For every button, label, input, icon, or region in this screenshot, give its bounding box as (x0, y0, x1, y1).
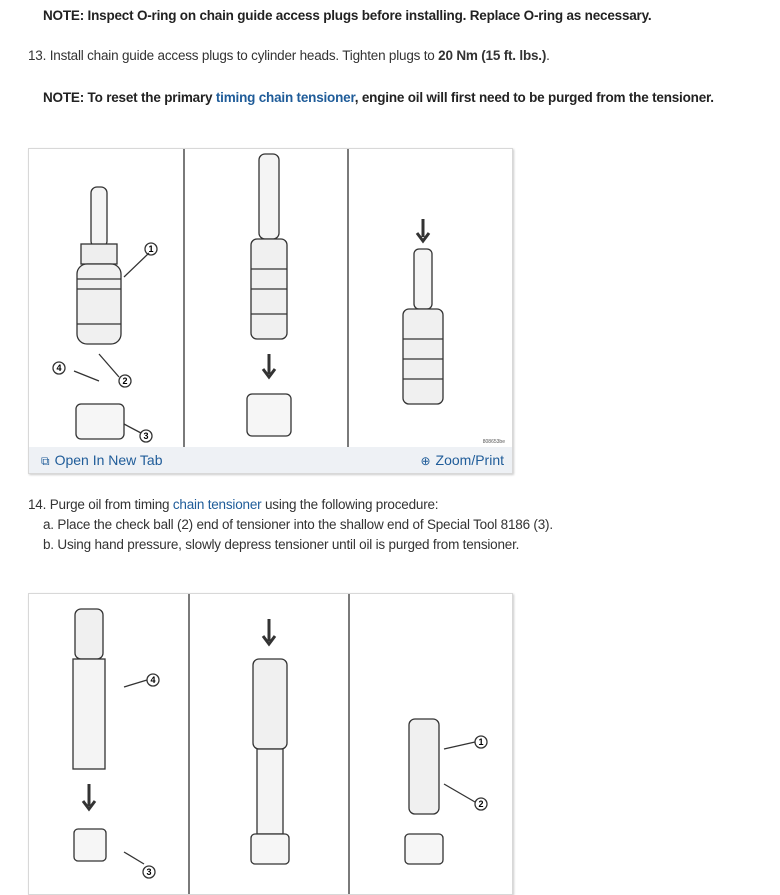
torque-value: 20 Nm (15 ft. lbs.) (438, 48, 547, 63)
chain-tensioner-link[interactable]: chain tensioner (172, 497, 262, 512)
callout-1: 1 (148, 244, 154, 254)
step-14-text: 14. Purge oil from timing (28, 497, 173, 512)
step-14a: a. Place the check ball (2) end of tensioner into the shallow end of Special Tool 8186 (3). (43, 517, 553, 532)
callout-4: 4 (150, 675, 156, 685)
note-reset (43, 90, 714, 105)
step-14b: b. Using hand pressure, slowly depress tensioner until oil is purged from tensioner. (43, 537, 520, 552)
tensioner-diagram-1 (29, 149, 512, 447)
timing-chain-tensioner-link[interactable]: timing chain tensioner (215, 90, 355, 105)
callout-4: 4 (56, 363, 62, 373)
tensioner-drawing (251, 619, 289, 864)
zoom-print-link[interactable] (420, 452, 504, 468)
callout-3: 3 (146, 867, 152, 877)
step-14-suffix: using the following procedure: (261, 497, 439, 512)
figure-1-caption-bar (29, 447, 512, 473)
tensioner-drawing (403, 219, 443, 404)
zoom-in-icon: ⊕ (420, 454, 431, 468)
step-13-suffix: . (546, 48, 550, 63)
callout-1: 1 (478, 737, 484, 747)
note-reset-text: NOTE: To reset the primary (43, 90, 216, 105)
tensioner-drawing (76, 187, 124, 439)
tensioner-diagram-2 (29, 594, 512, 894)
figure-2 (28, 593, 513, 895)
tensioner-drawing (405, 719, 475, 864)
open-label: Open In New Tab (54, 451, 163, 468)
step-13 (28, 48, 550, 63)
callout-2: 2 (478, 799, 484, 809)
zoom-label: Zoom/Print (435, 452, 504, 468)
callout-2: 2 (122, 376, 128, 386)
figure-1 (28, 148, 513, 474)
note-reset-suffix: , engine oil will first need to be purged from the tensioner. (354, 90, 714, 105)
open-new-tab-icon: ⧉ (41, 453, 50, 468)
step-13-text: 13. Install chain guide access plugs to cylinder heads. Tighten plugs to (28, 48, 439, 63)
callout-3: 3 (143, 431, 149, 441)
note-oring: NOTE: Inspect O-ring on chain guide access plugs before installing. Replace O-ring as necessary. (43, 8, 652, 23)
figure-code: 808653be (482, 439, 505, 445)
step-14 (28, 497, 438, 512)
open-in-new-tab-link[interactable] (41, 452, 163, 469)
tensioner-drawing (73, 609, 106, 861)
tensioner-drawing (247, 154, 291, 436)
